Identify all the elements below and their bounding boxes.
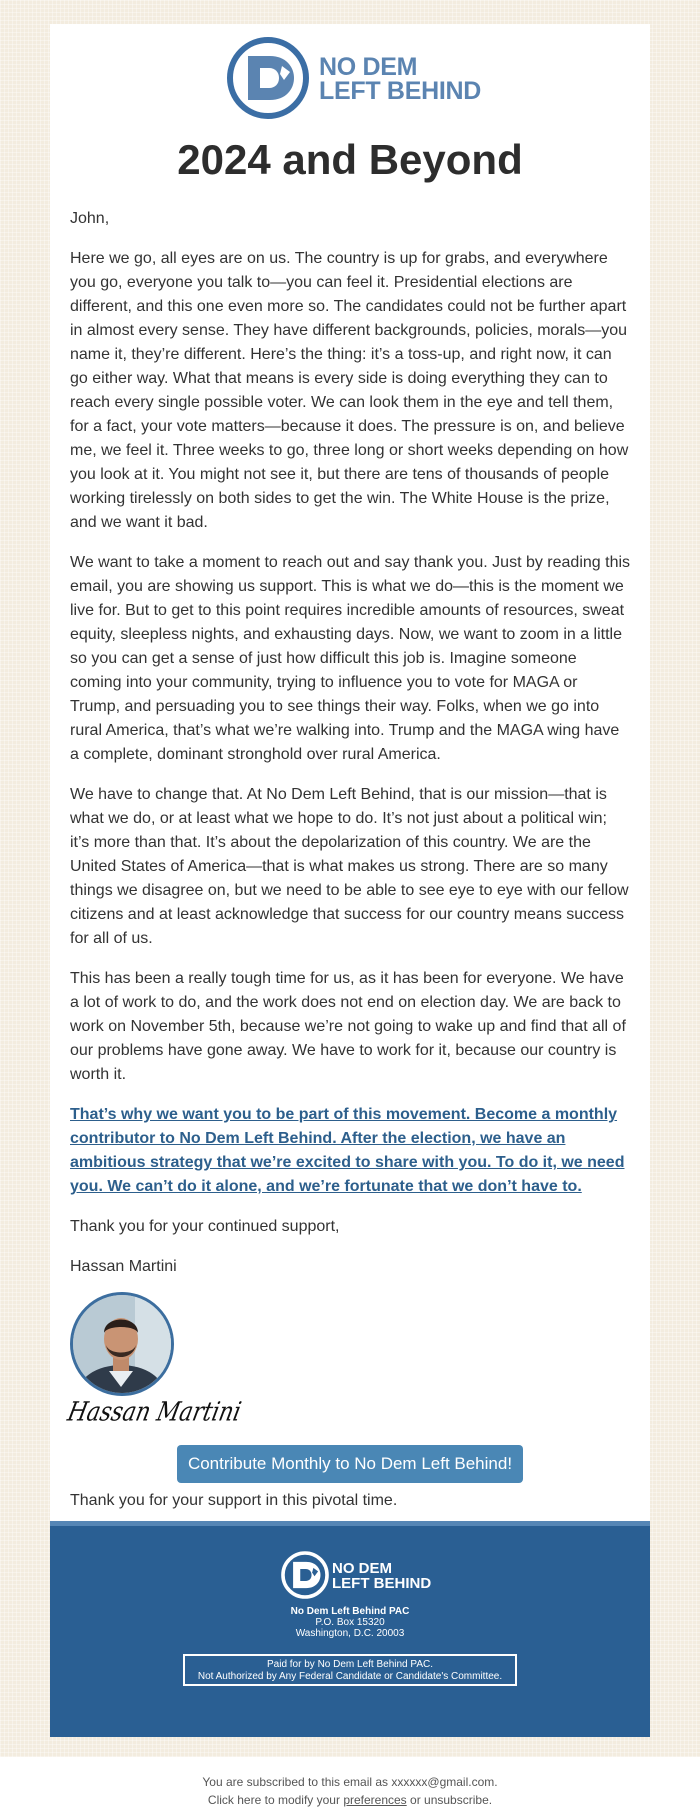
subscribed-email-line: You are subscribed to this email as xxxxxx@gmail.com. [202,1775,498,1789]
footer-address [50,1606,650,1639]
subscription-notice [0,1773,700,1809]
paragraph-4: This has been a really tough time for us, as it has been for everyone. We have a lot of work to do, and the work does not end on election day. We are back to work on November 5th, because we’re not going to wake up and find that all of our problems have gone away. We have to work for it, because our country is worth it. [70,970,626,1083]
paragraph-1: Here we go, all eyes are on us. The country is up for grabs, and everywhere you go, everyone you talk to—you can feel it. Presidential elections are different, and this one even more so. The candidates could not be further apart in almost every sense. They have different backgrounds, policies, morals—you name it, they’re different. Here’s the thing: it’s a toss-up, and right now, it can go either way. What that means is every side is doing everything they can to reach every single possible voter. We can look them in the eye and tell them, for a fact, your vote matters—because it does. The pressure is on, and believe me, we feel it. Three weeks to go, three long or short weeks depending on how you look at it. You might not see it, but there are tens of thousands of people working tirelessly on both sides to get the win. The White House is the prize, and we want it bad. [70,250,629,531]
footer-wordmark [332,1561,431,1591]
footer-logo-line-2: LEFT BEHIND [332,1575,432,1592]
handwritten-signature: Hassan Martini [64,1397,244,1428]
paragraph-2: We want to take a moment to reach out and say thank you. Just by reading this email, you are showing us support. This is what we do—this is the moment we live for. But to get to this point requires incredible amounts of resources, sweat equity, sleepless nights, and exhausting days. Now, we want to zoom in a little so you can get a sense of just how difficult this job is. Imagine someone coming into your community, trying to influence you to vote for MAGA or Trump, and persuading you to see things their way. Folks, when we go into rural America, that’s what we’re walking into. Trump and the MAGA wing have a complete, dominant stronghold over rural America. [70,554,631,763]
brand-logo [226,36,481,120]
signature-block [64,1292,244,1428]
footer-logo [280,1550,430,1602]
footer [50,1521,650,1737]
logo-line-2: LEFT BEHIND [319,77,481,105]
footer-org-name: No Dem Left Behind PAC [290,1606,410,1617]
email-title: 2024 and Beyond [177,136,523,183]
greeting: John, [70,210,110,227]
signer-name: Hassan Martini [70,1258,177,1275]
paid-for-disclaimer [183,1654,517,1686]
contribute-monthly-button[interactable]: Contribute Monthly to No Dem Left Behind! [177,1445,523,1483]
footer-address-line-1: P.O. Box 15320 [315,1617,385,1628]
logo-line-1: NO DEM [319,53,418,81]
or-text: or [406,1793,425,1807]
footer-logo-d-icon [280,1550,330,1600]
avatar [70,1292,174,1396]
footer-address-line-2: Washington, D.C. 20003 [295,1628,405,1639]
logo-wordmark [319,55,481,103]
paragraph-3: We have to change that. At No Dem Left Behind, that is our mission—that is what we do, or at least what we hope to do. It’s not just about a political win; it’s more than that. It’s about the depolarization of this country. We are the United States of America—that is what makes us strong. There are so many things we disagree on, but we need to be able to see eye to eye with our fellow citizens and at least acknowledge that success for our country means success for all of us. [70,786,629,947]
email-card [50,24,650,1521]
logo-d-icon [226,36,310,120]
contribute-link[interactable]: That’s why we want you to be part of this movement. Become a monthly contributor to No Dem Left Behind. After the election, we have an ambitious strategy that we’re excited to share with you. To do it, we need you. We can’t do it alone, and we’re fortunate that we don’t have to. [70,1106,625,1195]
footer-logo-line-1: NO DEM [332,1560,392,1577]
modify-preferences-line [0,1791,700,1809]
person-photo-icon [73,1295,171,1393]
closing-line: Thank you for your continued support, [70,1218,340,1235]
unsubscribe-link[interactable]: unsubscribe. [424,1793,493,1807]
letter-body [70,207,630,1295]
thank-you-line: Thank you for your support in this pivotal time. [70,1492,398,1509]
modify-prefix: Click here to modify your [207,1793,344,1807]
disclaimer-line-2: Not Authorized by Any Federal Candidate or Candidate's Committee. [197,1671,503,1682]
disclaimer-line-1: Paid for by No Dem Left Behind PAC. [266,1659,433,1670]
preferences-link[interactable]: preferences [343,1793,407,1807]
